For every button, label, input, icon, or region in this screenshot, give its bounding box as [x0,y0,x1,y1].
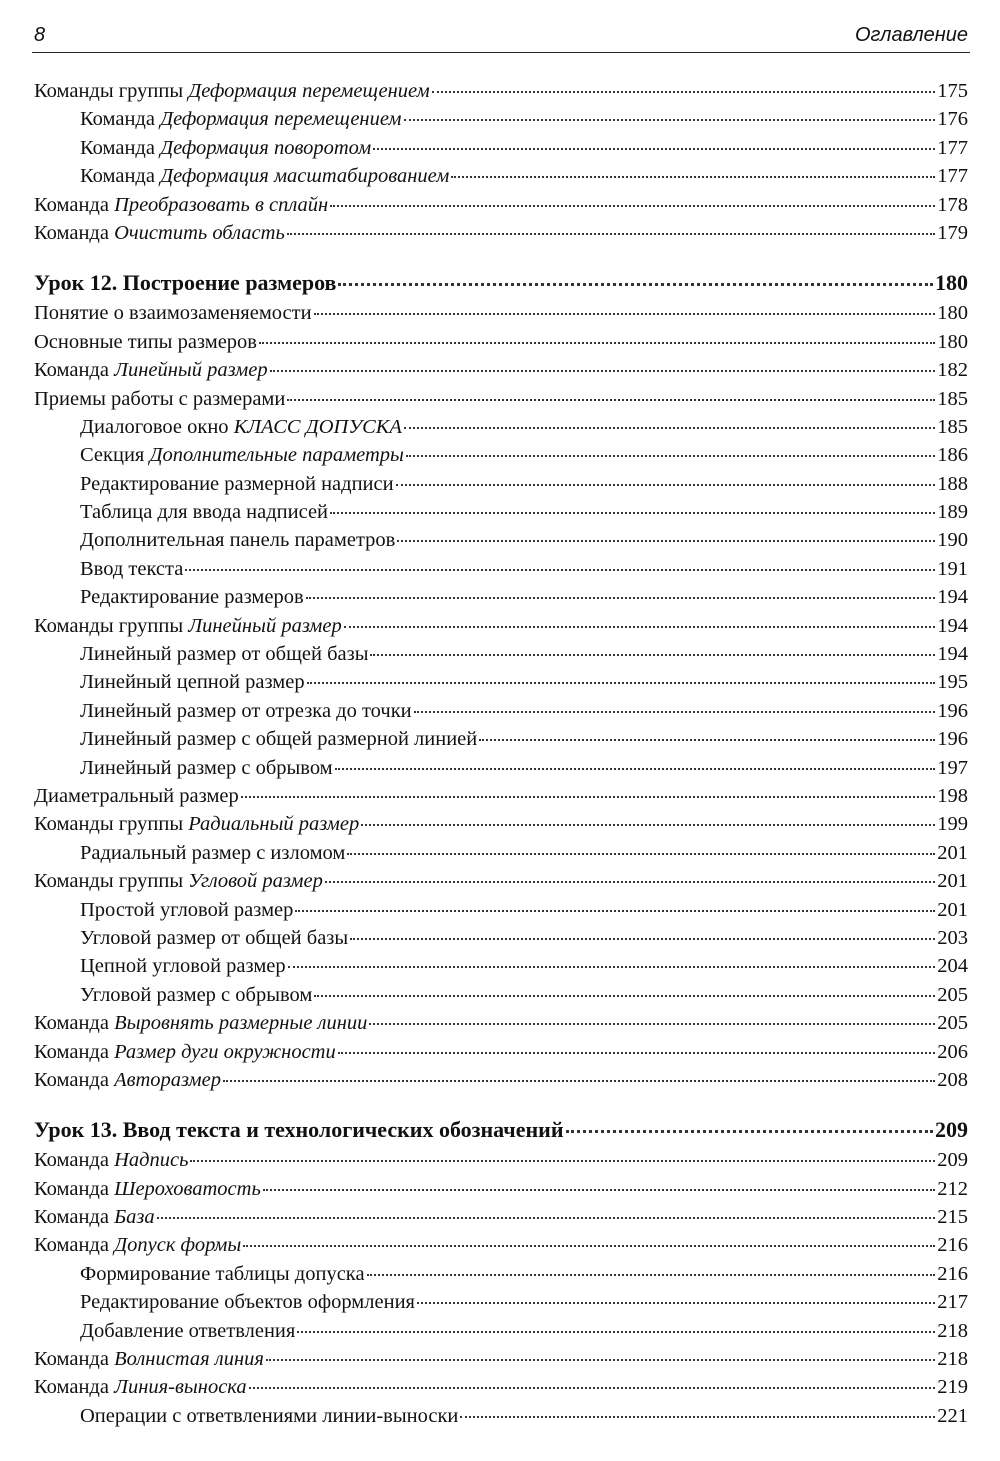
toc-entry-title [34,1146,188,1174]
toc-page-number: 196 [937,699,968,722]
toc-entry-prefix: Команда [34,1206,115,1229]
dot-leader [259,324,935,343]
dot-leader [479,722,935,741]
toc-entry-title [34,356,268,384]
toc-entry-title [34,385,285,413]
toc-entry-title [34,1066,221,1094]
toc-entry[interactable] [34,1066,968,1094]
toc-page-number: 178 [937,193,968,216]
toc-entry-prefix: Линейный размер с обрывом [80,756,333,779]
dot-leader [241,779,935,798]
toc-entry-title [34,612,342,640]
toc-page-number: 218 [937,1348,968,1371]
dot-leader [157,1200,936,1219]
toc-entry-prefix: Команда [80,136,161,159]
toc-entry-title [34,1373,247,1401]
toc-page-number: 195 [937,671,968,694]
toc-page-number: 205 [937,1012,968,1035]
toc-entry-italic-term: Деформация масштабированием [160,165,450,188]
dot-leader [185,551,935,570]
toc-entry-italic-term: Угловой размер [188,870,323,893]
dot-leader [249,1370,936,1389]
toc-entry-prefix: Диаметральный размер [34,784,239,807]
toc-page-number: 205 [937,983,968,1006]
toc-page-number: 208 [937,1068,968,1091]
toc-entry-title [80,1260,365,1288]
toc-entry-prefix: Редактирование размерной надписи [80,472,394,495]
toc-page-number: 215 [937,1206,968,1229]
toc-entry-italic-term: Очистить область [114,221,285,244]
toc-entry-prefix: Урок 13. Ввод текста и технологических обозначений [34,1117,564,1143]
toc-entry-prefix: Редактирование объектов оформления [80,1291,415,1314]
dot-leader [263,1171,935,1190]
toc-entry-prefix: Команда [80,165,161,188]
toc-entry-prefix: Приемы работы с размерами [34,387,286,410]
toc-page-number: 218 [937,1319,968,1342]
toc-page-number: 186 [937,444,968,467]
toc-entry-prefix: Команда [34,1376,115,1399]
toc-entry-prefix: Команды группы [34,813,189,836]
toc-page-number: 197 [937,756,968,779]
toc-page-number: 199 [937,813,968,836]
toc-page-number: 177 [937,165,968,188]
toc-page-number: 190 [937,529,968,552]
toc-entry-prefix: Команда [34,1040,115,1063]
dot-leader [266,1342,935,1361]
dot-leader [406,438,935,457]
toc-entry-italic-term: Допуск формы [114,1234,242,1257]
toc-page-number: 180 [937,302,968,325]
toc-entry-title [34,810,359,838]
toc-entry-prefix: Линейный размер от отрезка до точки [80,699,412,722]
toc-entry-prefix: Угловой размер с обрывом [80,983,313,1006]
toc-entry-prefix: Команда [34,1234,115,1257]
toc-page-number: 216 [937,1262,968,1285]
dot-leader [307,665,936,684]
toc-entry-italic-term: База [114,1206,155,1229]
toc-page-number: 194 [937,643,968,666]
toc-page-number: 194 [937,614,968,637]
toc-entry-title [34,1231,241,1259]
toc-entry-italic-term: Авторазмер [114,1068,221,1091]
toc-page-number: 201 [937,870,968,893]
toc-entry-prefix: Основные типы размеров [34,330,257,353]
dot-leader [297,1313,935,1332]
toc-entry-title [34,1345,264,1373]
toc-entry-italic-term: Преобразовать в сплайн [114,193,329,216]
toc-page-number: 175 [937,80,968,102]
toc-entry-prefix: Редактирование размеров [80,586,304,609]
toc-entry-prefix: Линейный цепной размер [80,671,305,694]
toc-entry-prefix: Команды группы [34,80,189,102]
toc-entry-title [80,839,345,867]
toc-entry[interactable] [34,1402,968,1430]
toc-entry-prefix: Команда [34,221,115,244]
toc-entry-prefix: Команды группы [34,614,189,637]
toc-page-number: 212 [937,1177,968,1200]
toc-entry-italic-term: Размер дуги окружности [114,1040,336,1063]
dot-leader [451,159,935,178]
toc-entry-prefix: Секция [80,444,150,467]
toc-page-number: 189 [937,501,968,524]
toc-page-number: 185 [937,415,968,438]
dot-leader [190,1143,935,1162]
toc-entry-title [80,583,304,611]
dot-leader [314,977,935,996]
dot-leader [369,1006,935,1025]
dot-leader [243,1228,935,1247]
toc-entry-title [80,1402,458,1430]
toc-entry-prefix: Команда [34,359,115,382]
dot-leader [270,353,936,372]
toc-entry-title [80,697,412,725]
toc-page-number: 198 [937,784,968,807]
toc-page-number: 176 [937,108,968,131]
toc-page-number: 219 [937,1376,968,1399]
toc-page-number: 203 [937,926,968,949]
toc-entry-prefix: Диалоговое окно [80,415,234,438]
toc-lesson-heading[interactable] [34,1114,968,1146]
toc-page-number: 180 [937,330,968,353]
toc-entry-title [80,105,402,133]
dot-leader [335,750,936,769]
toc-page-number: 191 [937,557,968,580]
page-number: 8 [34,24,46,46]
toc-entry-prefix: Таблица для ввода надписей [80,501,329,524]
dot-leader [566,1112,934,1134]
dot-leader [338,1034,936,1053]
toc-lesson-heading[interactable] [34,267,968,299]
toc-page-number: 180 [935,270,968,296]
toc-page-number: 206 [937,1040,968,1063]
toc-entry-title [80,441,404,469]
toc-entry-prefix: Команда [34,193,115,216]
running-title: Оглавление [854,24,968,46]
toc-entry-title [80,134,371,162]
toc-entry-prefix: Формирование таблицы допуска [80,1262,365,1285]
toc-entry-title [80,498,328,526]
dot-leader [404,409,935,428]
toc-entry-italic-term: Линия-выноска [114,1376,247,1399]
toc-entry-italic-term: Деформация перемещением [160,108,402,131]
toc-page-number: 204 [937,955,968,978]
toc-entry-title [34,267,336,299]
toc-entry-prefix: Линейный размер с общей размерной линией [80,728,478,751]
toc-entry-title [34,191,328,219]
toc-page-number: 217 [937,1291,968,1314]
toc-entry-prefix: Понятие о взаимозаменяемости [34,302,312,325]
toc-entry-prefix: Цепной угловой размер [80,955,286,978]
toc-entry-italic-term: Волнистая линия [114,1348,264,1371]
toc-entry-title [80,668,305,696]
toc-entry-prefix: Урок 12. Построение размеров [34,270,337,296]
dot-leader [373,130,935,149]
dot-leader [347,835,935,854]
table-of-contents [34,77,968,1430]
toc-entry-title [34,77,430,105]
toc-entry-prefix: Команда [34,1068,115,1091]
toc-entry-title [34,867,323,895]
toc-page-number: 221 [937,1404,968,1427]
toc-entry-prefix: Команда [34,1012,115,1035]
toc-page-number: 216 [937,1234,968,1257]
dot-leader [417,1285,935,1304]
dot-leader [396,466,936,485]
toc-entry-title [80,1317,295,1345]
dot-leader [414,693,936,712]
toc-page-number: 201 [937,841,968,864]
toc-entry-title [34,328,257,356]
toc-entry-prefix: Команда [34,1348,115,1371]
toc-entry-italic-term: Линейный размер [114,359,268,382]
dot-leader [361,807,935,826]
toc-entry-title [80,555,183,583]
dot-leader [287,216,935,235]
dot-leader [338,265,933,287]
toc-entry[interactable] [34,219,968,247]
dot-leader [330,187,935,206]
toc-entry-prefix: Команды группы [34,870,189,893]
dot-leader [306,580,936,599]
toc-entry-title [34,1203,155,1231]
dot-leader [288,949,936,968]
toc-entry-title [34,1114,564,1146]
toc-entry-italic-term: Шероховатость [114,1177,261,1200]
toc-entry-title [80,981,312,1009]
toc-entry-prefix: Простой угловой размер [80,898,294,921]
dot-leader [460,1398,935,1417]
dot-leader [404,102,936,121]
toc-entry-italic-term: Деформация поворотом [160,136,372,159]
toc-entry-title [34,219,285,247]
dot-leader [314,296,936,315]
toc-entry-title [34,1009,367,1037]
toc-page-number: 188 [937,472,968,495]
toc-page-number: 185 [937,387,968,410]
toc-entry-italic-term: КЛАСС ДОПУСКА [233,415,402,438]
toc-page-number: 179 [937,221,968,244]
toc-entry-prefix: Команда [80,108,161,131]
dot-leader [344,608,936,627]
toc-entry-title [34,782,239,810]
toc-entry-italic-term: Радиальный размер [188,813,360,836]
toc-entry-prefix: Команда [34,1149,115,1172]
page-header [32,18,970,53]
dot-leader [295,892,935,911]
toc-page-number: 182 [937,359,968,382]
toc-page-number: 209 [937,1149,968,1172]
toc-entry-title [80,952,286,980]
toc-entry-prefix: Операции с ответвлениями линии-выноски [80,1404,459,1427]
dot-leader [223,1062,935,1081]
dot-leader [370,637,935,656]
dot-leader [367,1256,936,1275]
toc-entry-prefix: Дополнительная панель параметров [80,529,396,552]
toc-entry-prefix: Линейный размер от общей базы [80,643,369,666]
toc-page-number: 177 [937,136,968,159]
toc-page-number: 196 [937,728,968,751]
dot-leader [432,74,936,93]
toc-page-number: 201 [937,898,968,921]
toc-entry-italic-term: Линейный размер [188,614,342,637]
toc-entry-prefix: Добавление ответвления [80,1319,296,1342]
dot-leader [397,523,935,542]
toc-entry-prefix: Ввод текста [80,557,184,580]
toc-entry-italic-term: Надпись [114,1149,189,1172]
toc-entry-italic-term: Деформация перемещением [188,80,430,102]
toc-entry-prefix: Угловой размер от общей базы [80,926,349,949]
toc-page-number: 194 [937,586,968,609]
dot-leader [330,495,935,514]
toc-entry-italic-term: Дополнительные параметры [149,444,404,467]
toc-entry-prefix: Радиальный размер с изломом [80,841,346,864]
toc-entry-italic-term: Выровнять размерные линии [114,1012,368,1035]
dot-leader [350,921,935,940]
toc-entry-prefix: Команда [34,1177,115,1200]
dot-leader [325,864,935,883]
toc-entry-title [80,896,293,924]
toc-entry-title [80,413,402,441]
dot-leader [287,381,935,400]
toc-page-number: 209 [935,1117,968,1143]
